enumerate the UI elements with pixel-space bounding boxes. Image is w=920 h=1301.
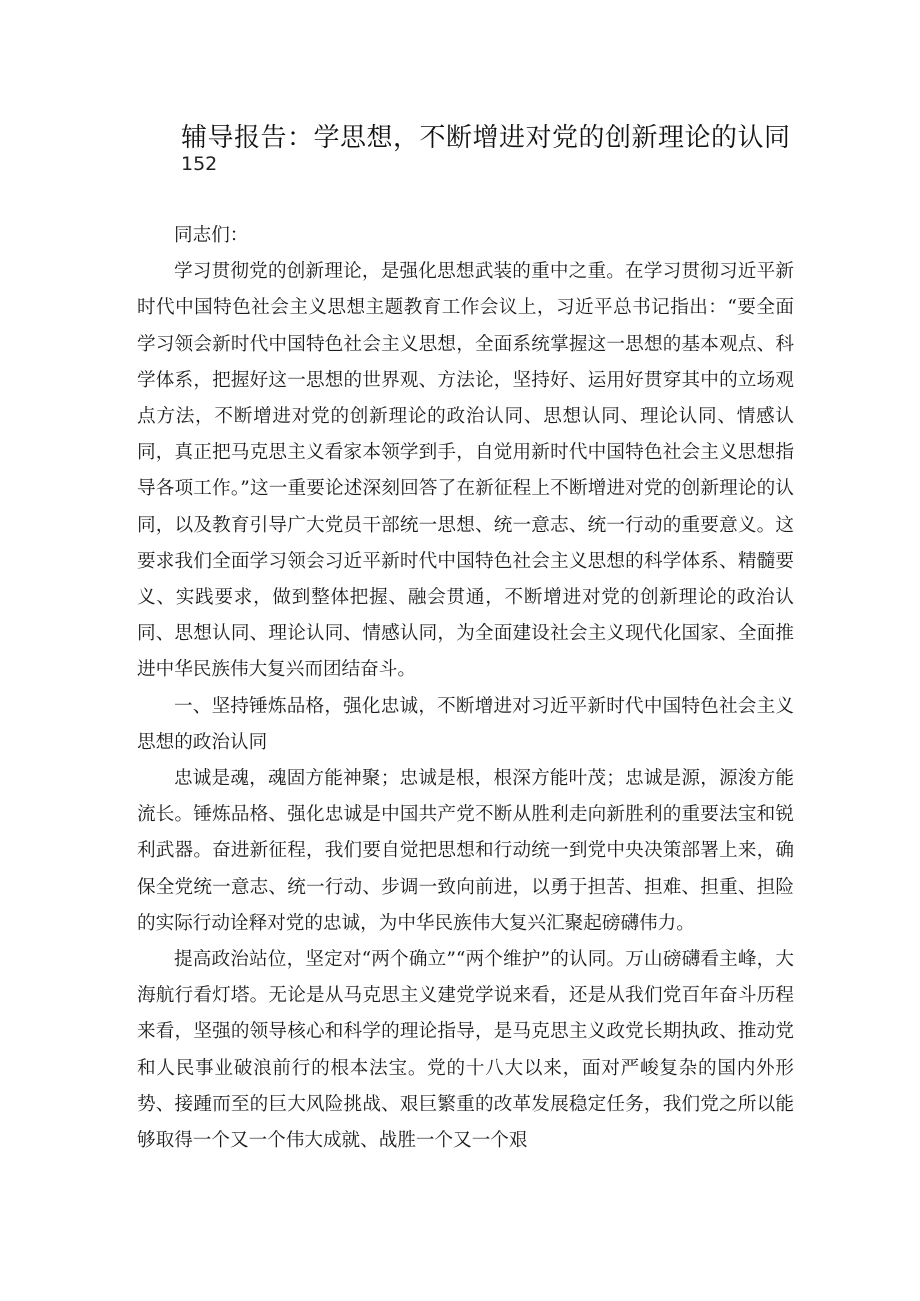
document-number: 152 xyxy=(181,153,218,175)
salutation: 同志们： xyxy=(174,225,249,246)
document-body xyxy=(137,218,794,1159)
document-title: 辅导报告：学思想，不断增进对党的创新理论的认同 xyxy=(181,123,791,153)
paragraph-political-standing: 提高政治站位，坚定对“两个确立”“两个维护”的认同。万山磅礴看主峰，大海航行看灯塔。无论是从马克思主义建党学说来看，还是从我们党百年奋斗历程来看，坚强的领导核心和科学的理论指导，是马克思主义政党长期执政、推动党和人民事业破浪前行的根本法宝。党的十八大以来，面对严峻复杂的国内外形势、接踵而至的巨大风险挑战、艰巨繁重的改革发展稳定任务，我们党之所以能够取得一个又一个伟大成就、战胜一个又一个艰 xyxy=(137,949,794,1152)
paragraph-intro: 学习贯彻党的创新理论，是强化思想武装的重中之重。在学习贯彻习近平新时代中国特色社会主义思想主题教育工作会议上，习近平总书记指出：“要全面学习领会新时代中国特色社会主义思想，全面系统掌握这一思想的基本观点、科学体系，把握好这一思想的世界观、方法论，坚持好、运用好贯穿其中的立场观点方法，不断增进对党的创新理论的政治认同、思想认同、理论认同、情感认同，真正把马克思主义看家本领学到手，自觉用新时代中国特色社会主义思想指导各项工作。”这一重要论述深刻回答了在新征程上不断增进对党的创新理论的认同，以及教育引导广大党员干部统一思想、统一意志、统一行动的重要意义。这要求我们全面学习领会习近平新时代中国特色社会主义思想的科学体系、精髓要义、实践要求，做到整体把握、融会贯通，不断增进对党的创新理论的政治认同、思想认同、理论认同、情感认同，为全面建设社会主义现代化国家、全面推进中华民族伟大复兴而团结奋斗。 xyxy=(137,261,794,681)
paragraph-loyalty: 忠诚是魂，魂固方能神聚；忠诚是根，根深方能叶茂；忠诚是源，源浚方能流长。锤炼品格、强化忠诚是中国共产党不断从胜利走向新胜利的重要法宝和锐利武器。奋进新征程，我们要自觉把思想和行动统一到党中央决策部署上来，确保全党统一意志、统一行动、步调一致向前进，以勇于担苦、担难、担重、担险的实际行动诠释对党的忠诚，为中华民族伟大复兴汇聚起磅礴伟力。 xyxy=(137,768,794,934)
section-heading-1: 一、坚持锤炼品格，强化忠诚，不断增进对习近平新时代中国特色社会主义思想的政治认同 xyxy=(137,695,794,753)
